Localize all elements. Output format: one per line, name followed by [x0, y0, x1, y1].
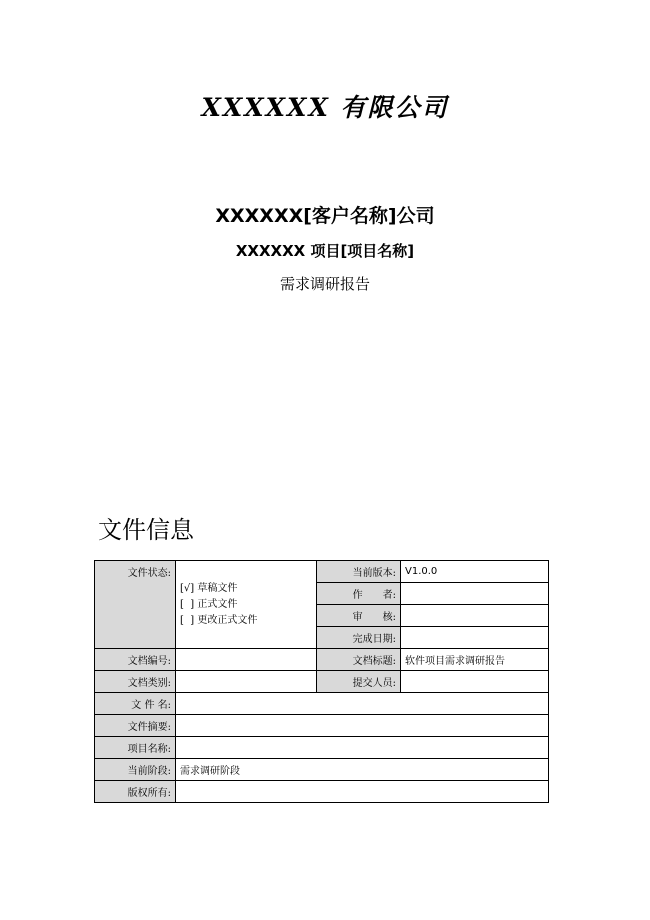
review-value[interactable] — [401, 605, 549, 627]
table-row — [95, 781, 549, 803]
version-label: 当前版本: — [317, 561, 401, 583]
submitter-label: 提交人员: — [317, 671, 401, 693]
status-label: 文件状态: — [95, 561, 176, 649]
version-value[interactable]: V1.0.0 — [401, 561, 549, 583]
author-value[interactable] — [401, 583, 549, 605]
copyright-label: 版权所有: — [95, 781, 176, 803]
table-row — [95, 737, 549, 759]
report-title: 需求调研报告 — [279, 275, 370, 293]
table-row — [95, 759, 549, 781]
table-row — [95, 671, 549, 693]
doc-title-value[interactable]: 软件项目需求调研报告 — [401, 649, 549, 671]
summary-label: 文件摘要: — [95, 715, 176, 737]
date-label: 完成日期: — [317, 627, 401, 649]
summary-value[interactable] — [176, 715, 549, 737]
company-title: XXXXXX 有限公司 — [201, 93, 449, 122]
table-row — [95, 693, 549, 715]
project-name-value[interactable] — [176, 737, 549, 759]
filename-label: 文 件 名: — [95, 693, 176, 715]
submitter-value[interactable] — [401, 671, 549, 693]
author-label: 作 者: — [317, 583, 401, 605]
doc-title-label: 文档标题: — [317, 649, 401, 671]
date-value[interactable] — [401, 627, 549, 649]
doc-type-value[interactable] — [176, 671, 317, 693]
status-option-formal[interactable]: [ ] 正式文件 — [180, 598, 238, 610]
stage-value[interactable]: 需求调研阶段 — [176, 759, 549, 781]
doc-no-label: 文档编号: — [95, 649, 176, 671]
document-info-table — [94, 560, 549, 803]
doc-no-value[interactable] — [176, 649, 317, 671]
doc-type-label: 文档类别: — [95, 671, 176, 693]
status-options — [176, 561, 317, 649]
client-title: XXXXXX[客户名称]公司 — [215, 205, 435, 227]
table-row — [95, 649, 549, 671]
filename-value[interactable] — [176, 693, 549, 715]
table-row — [95, 715, 549, 737]
status-option-draft[interactable]: [√] 草稿文件 — [180, 582, 238, 594]
stage-label: 当前阶段: — [95, 759, 176, 781]
review-label: 审 核: — [317, 605, 401, 627]
project-title: XXXXXX 项目[项目名称] — [235, 242, 415, 260]
table-row — [95, 561, 549, 583]
project-name-label: 项目名称: — [95, 737, 176, 759]
section-title: 文件信息 — [98, 516, 194, 544]
copyright-value[interactable] — [176, 781, 549, 803]
status-option-changed[interactable]: [ ] 更改正式文件 — [180, 614, 258, 626]
